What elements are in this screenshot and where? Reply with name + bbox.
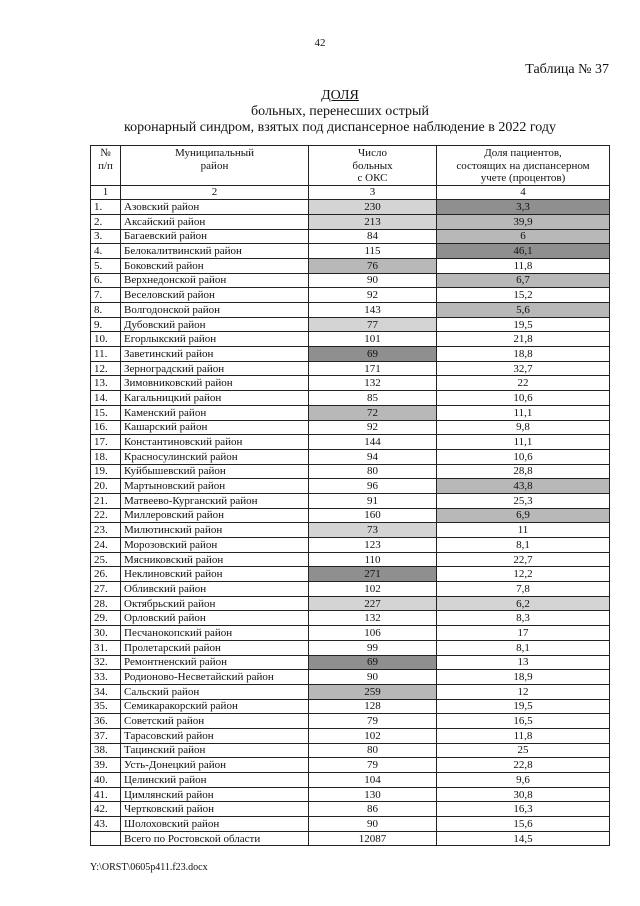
dispensary-share: 28,8 xyxy=(437,464,610,479)
row-number: 40. xyxy=(91,773,121,788)
patient-count: 85 xyxy=(309,391,437,406)
table-row xyxy=(91,361,610,376)
patient-count: 171 xyxy=(309,361,437,376)
district-name: Целинский район xyxy=(121,773,309,788)
column-index-cell: 3 xyxy=(309,185,437,200)
row-number: 14. xyxy=(91,391,121,406)
table-row xyxy=(91,728,610,743)
table-row xyxy=(91,449,610,464)
district-name: Тацинский район xyxy=(121,743,309,758)
district-name: Белокалитвинский район xyxy=(121,244,309,259)
district-name: Сальский район xyxy=(121,684,309,699)
row-number: 10. xyxy=(91,332,121,347)
row-number: 17. xyxy=(91,435,121,450)
patient-count: 128 xyxy=(309,699,437,714)
dispensary-share: 15,2 xyxy=(437,288,610,303)
dispensary-share: 10,6 xyxy=(437,391,610,406)
patient-count: 259 xyxy=(309,684,437,699)
row-number: 19. xyxy=(91,464,121,479)
table-row xyxy=(91,743,610,758)
row-number: 23. xyxy=(91,523,121,538)
patient-count: 104 xyxy=(309,773,437,788)
row-number: 13. xyxy=(91,376,121,391)
patient-count: 132 xyxy=(309,376,437,391)
district-name: Зимовниковский район xyxy=(121,376,309,391)
title-line-3: коронарный синдром, взятых под диспансерное наблюдение в 2022 году xyxy=(124,120,556,135)
row-number: 41. xyxy=(91,787,121,802)
table-row xyxy=(91,538,610,553)
patient-count: 106 xyxy=(309,626,437,641)
table-row xyxy=(91,655,610,670)
patient-count: 99 xyxy=(309,640,437,655)
patient-count: 213 xyxy=(309,214,437,229)
district-name: Дубовский район xyxy=(121,317,309,332)
row-number: 37. xyxy=(91,728,121,743)
district-name: Константиновский район xyxy=(121,435,309,450)
row-number: 18. xyxy=(91,449,121,464)
table-row xyxy=(91,200,610,215)
row-number: 20. xyxy=(91,479,121,494)
dispensary-share: 10,6 xyxy=(437,449,610,464)
dispensary-share: 12,2 xyxy=(437,567,610,582)
table-row xyxy=(91,626,610,641)
patient-count: 69 xyxy=(309,655,437,670)
row-number: 25. xyxy=(91,552,121,567)
row-number: 36. xyxy=(91,714,121,729)
table-row xyxy=(91,391,610,406)
dispensary-share: 21,8 xyxy=(437,332,610,347)
district-name: Орловский район xyxy=(121,611,309,626)
patient-count: 90 xyxy=(309,817,437,832)
patient-count: 102 xyxy=(309,582,437,597)
dispensary-share: 17 xyxy=(437,626,610,641)
dispensary-share: 11,8 xyxy=(437,728,610,743)
dispensary-share: 11,1 xyxy=(437,435,610,450)
dispensary-share: 15,6 xyxy=(437,817,610,832)
district-name: Азовский район xyxy=(121,200,309,215)
district-name: Кашарский район xyxy=(121,420,309,435)
column-index-cell: 2 xyxy=(121,185,309,200)
patient-count: 160 xyxy=(309,508,437,523)
dispensary-share: 16,5 xyxy=(437,714,610,729)
district-name: Багаевский район xyxy=(121,229,309,244)
table-row xyxy=(91,376,610,391)
row-number: 34. xyxy=(91,684,121,699)
table-row xyxy=(91,288,610,303)
dispensary-share: 8,1 xyxy=(437,640,610,655)
row-number: 27. xyxy=(91,582,121,597)
patient-count: 80 xyxy=(309,464,437,479)
dispensary-share: 8,3 xyxy=(437,611,610,626)
patient-count: 123 xyxy=(309,538,437,553)
district-name: Аксайский район xyxy=(121,214,309,229)
dispensary-share: 39,9 xyxy=(437,214,610,229)
row-number: 42. xyxy=(91,802,121,817)
row-number: 21. xyxy=(91,493,121,508)
dispensary-share: 18,8 xyxy=(437,347,610,362)
table-row xyxy=(91,508,610,523)
table-row xyxy=(91,405,610,420)
table-row xyxy=(91,273,610,288)
column-index-cell: 1 xyxy=(91,185,121,200)
patient-count: 86 xyxy=(309,802,437,817)
table-row xyxy=(91,596,610,611)
row-number: 30. xyxy=(91,626,121,641)
table-row xyxy=(91,479,610,494)
district-name: Советский район xyxy=(121,714,309,729)
row-number: 6. xyxy=(91,273,121,288)
row-number: 33. xyxy=(91,670,121,685)
district-name: Октябрьский район xyxy=(121,596,309,611)
row-number: 2. xyxy=(91,214,121,229)
district-name: Красносулинский район xyxy=(121,449,309,464)
patient-count: 69 xyxy=(309,347,437,362)
table-row xyxy=(91,464,610,479)
table-row xyxy=(91,714,610,729)
row-number: 11. xyxy=(91,347,121,362)
patient-count: 77 xyxy=(309,317,437,332)
table-row xyxy=(91,611,610,626)
row-number: 31. xyxy=(91,640,121,655)
district-name: Цимлянский район xyxy=(121,787,309,802)
table-row xyxy=(91,699,610,714)
table-row xyxy=(91,567,610,582)
district-name: Усть-Донецкий район xyxy=(121,758,309,773)
table-row xyxy=(91,802,610,817)
patient-count: 73 xyxy=(309,523,437,538)
data-table xyxy=(90,145,610,846)
document-title xyxy=(40,88,640,136)
total-share: 14,5 xyxy=(437,831,610,846)
district-name: Семикаракорский район xyxy=(121,699,309,714)
patient-count: 92 xyxy=(309,420,437,435)
table-row xyxy=(91,420,610,435)
district-name: Родионово-Несветайский район xyxy=(121,670,309,685)
district-name: Морозовский район xyxy=(121,538,309,553)
patient-count: 230 xyxy=(309,200,437,215)
patient-count: 143 xyxy=(309,303,437,318)
row-number: 16. xyxy=(91,420,121,435)
patient-count: 90 xyxy=(309,670,437,685)
row-number: 28. xyxy=(91,596,121,611)
row-number: 38. xyxy=(91,743,121,758)
row-number: 8. xyxy=(91,303,121,318)
district-name: Заветинский район xyxy=(121,347,309,362)
dispensary-share: 8,1 xyxy=(437,538,610,553)
district-name: Чертковский район xyxy=(121,802,309,817)
table-row xyxy=(91,229,610,244)
table-row xyxy=(91,552,610,567)
row-number: 5. xyxy=(91,258,121,273)
district-name: Матвеево-Курганский район xyxy=(121,493,309,508)
table-row xyxy=(91,523,610,538)
dispensary-share: 9,8 xyxy=(437,420,610,435)
row-number: 9. xyxy=(91,317,121,332)
district-name: Боковский район xyxy=(121,258,309,273)
footer-file-path: Y:\ORST\0605p411.f23.docx xyxy=(90,862,208,873)
dispensary-share: 22,7 xyxy=(437,552,610,567)
title-line-2: больных, перенесших острый xyxy=(251,104,429,119)
row-number: 4. xyxy=(91,244,121,259)
row-number: 29. xyxy=(91,611,121,626)
district-name: Егорлыкский район xyxy=(121,332,309,347)
patient-count: 132 xyxy=(309,611,437,626)
total-label: Всего по Ростовской области xyxy=(121,831,309,846)
dispensary-share: 12 xyxy=(437,684,610,699)
row-number xyxy=(91,831,121,846)
table-row xyxy=(91,317,610,332)
table-row xyxy=(91,773,610,788)
district-name: Пролетарский район xyxy=(121,640,309,655)
district-name: Мартыновский район xyxy=(121,479,309,494)
district-name: Куйбышевский район xyxy=(121,464,309,479)
patient-count: 101 xyxy=(309,332,437,347)
header-district: Муниципальный район xyxy=(121,146,309,186)
row-number: 43. xyxy=(91,817,121,832)
row-number: 3. xyxy=(91,229,121,244)
dispensary-share: 3,3 xyxy=(437,200,610,215)
dispensary-share: 19,5 xyxy=(437,317,610,332)
table-row xyxy=(91,435,610,450)
row-number: 12. xyxy=(91,361,121,376)
title-line-1: ДОЛЯ xyxy=(321,88,359,103)
patient-count: 79 xyxy=(309,758,437,773)
total-row xyxy=(91,831,610,846)
district-name: Кагальницкий район xyxy=(121,391,309,406)
district-name: Зерноградский район xyxy=(121,361,309,376)
dispensary-share: 11,8 xyxy=(437,258,610,273)
dispensary-share: 25,3 xyxy=(437,493,610,508)
dispensary-share: 6 xyxy=(437,229,610,244)
patient-count: 130 xyxy=(309,787,437,802)
dispensary-share: 22,8 xyxy=(437,758,610,773)
row-number: 39. xyxy=(91,758,121,773)
patient-count: 96 xyxy=(309,479,437,494)
district-name: Шолоховский район xyxy=(121,817,309,832)
dispensary-share: 6,9 xyxy=(437,508,610,523)
row-number: 15. xyxy=(91,405,121,420)
header-count: Число больных с ОКС xyxy=(309,146,437,186)
dispensary-share: 5,6 xyxy=(437,303,610,318)
patient-count: 94 xyxy=(309,449,437,464)
dispensary-share: 19,5 xyxy=(437,699,610,714)
dispensary-share: 22 xyxy=(437,376,610,391)
dispensary-share: 18,9 xyxy=(437,670,610,685)
patient-count: 144 xyxy=(309,435,437,450)
table-label: Таблица № 37 xyxy=(525,62,609,77)
header-no: № п/п xyxy=(91,146,121,186)
column-index-cell: 4 xyxy=(437,185,610,200)
column-index-row xyxy=(91,185,610,200)
district-name: Волгодонской район xyxy=(121,303,309,318)
patient-count: 110 xyxy=(309,552,437,567)
district-name: Мясниковский район xyxy=(121,552,309,567)
table-row xyxy=(91,758,610,773)
header-share: Доля пациентов, состоящих на диспансерном учете (процентов) xyxy=(437,146,610,186)
table-row xyxy=(91,347,610,362)
dispensary-share: 11 xyxy=(437,523,610,538)
dispensary-share: 7,8 xyxy=(437,582,610,597)
table-row xyxy=(91,640,610,655)
district-name: Неклиновский район xyxy=(121,567,309,582)
patient-count: 227 xyxy=(309,596,437,611)
dispensary-share: 13 xyxy=(437,655,610,670)
table-row xyxy=(91,817,610,832)
patient-count: 92 xyxy=(309,288,437,303)
table-row xyxy=(91,214,610,229)
page-number: 42 xyxy=(314,37,326,49)
table-row xyxy=(91,244,610,259)
table-row xyxy=(91,787,610,802)
dispensary-share: 32,7 xyxy=(437,361,610,376)
patient-count: 90 xyxy=(309,273,437,288)
row-number: 32. xyxy=(91,655,121,670)
dispensary-share: 16,3 xyxy=(437,802,610,817)
dispensary-share: 6,7 xyxy=(437,273,610,288)
patient-count: 271 xyxy=(309,567,437,582)
dispensary-share: 43,8 xyxy=(437,479,610,494)
table-row xyxy=(91,258,610,273)
patient-count: 79 xyxy=(309,714,437,729)
dispensary-share: 11,1 xyxy=(437,405,610,420)
row-number: 1. xyxy=(91,200,121,215)
district-name: Песчанокопский район xyxy=(121,626,309,641)
patient-count: 72 xyxy=(309,405,437,420)
district-name: Верхнедонской район xyxy=(121,273,309,288)
table-row xyxy=(91,684,610,699)
dispensary-share: 25 xyxy=(437,743,610,758)
dispensary-share: 30,8 xyxy=(437,787,610,802)
table-row xyxy=(91,493,610,508)
patient-count: 91 xyxy=(309,493,437,508)
patient-count: 115 xyxy=(309,244,437,259)
patient-count: 76 xyxy=(309,258,437,273)
patient-count: 80 xyxy=(309,743,437,758)
row-number: 24. xyxy=(91,538,121,553)
total-count: 12087 xyxy=(309,831,437,846)
patient-count: 102 xyxy=(309,728,437,743)
row-number: 22. xyxy=(91,508,121,523)
row-number: 7. xyxy=(91,288,121,303)
dispensary-share: 9,6 xyxy=(437,773,610,788)
table-row xyxy=(91,670,610,685)
dispensary-share: 6,2 xyxy=(437,596,610,611)
row-number: 35. xyxy=(91,699,121,714)
district-name: Каменский район xyxy=(121,405,309,420)
district-name: Веселовский район xyxy=(121,288,309,303)
patient-count: 84 xyxy=(309,229,437,244)
table-row xyxy=(91,303,610,318)
dispensary-share: 46,1 xyxy=(437,244,610,259)
row-number: 26. xyxy=(91,567,121,582)
table-row xyxy=(91,582,610,597)
table-row xyxy=(91,332,610,347)
district-name: Милютинский район xyxy=(121,523,309,538)
district-name: Миллеровский район xyxy=(121,508,309,523)
district-name: Тарасовский район xyxy=(121,728,309,743)
table-header-row xyxy=(91,146,610,186)
district-name: Обливский район xyxy=(121,582,309,597)
district-name: Ремонтненский район xyxy=(121,655,309,670)
